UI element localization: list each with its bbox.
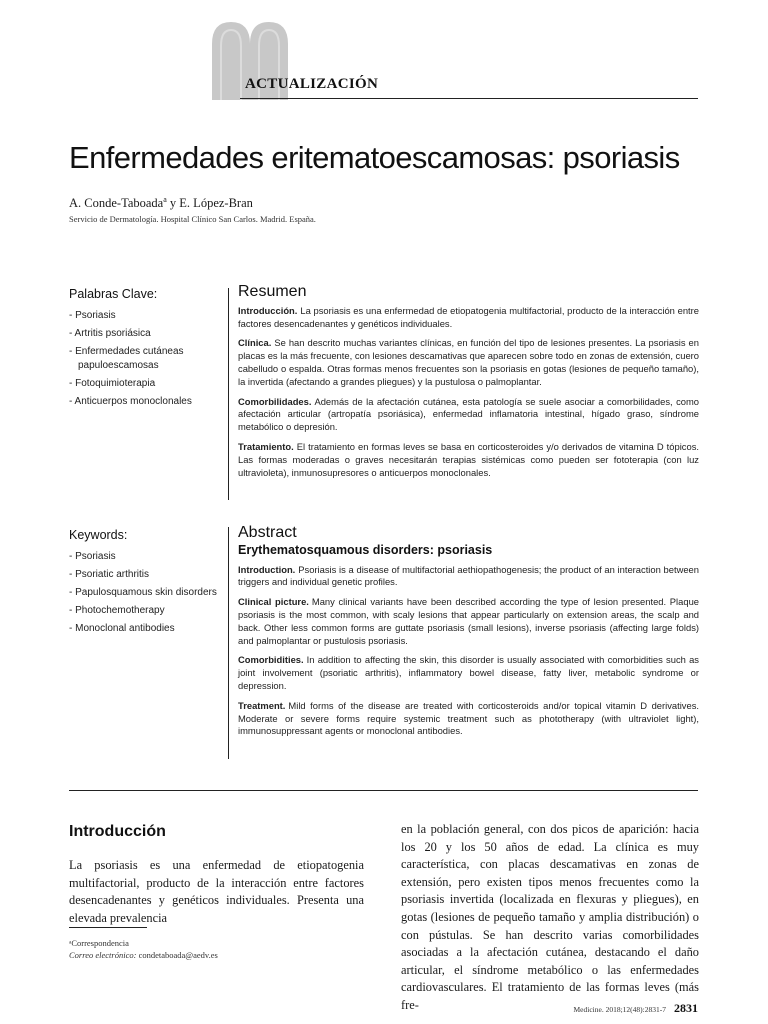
- paragraph-label: Comorbilidades.: [238, 395, 312, 407]
- paragraph-label: Clinical picture.: [238, 596, 309, 608]
- footnote: [69, 937, 218, 961]
- paragraph-text: In addition to affecting the skin, this disorder is usually associated with comorbidities such as joint involvement (psoriatic arthritis), inflammatory bowel disease, fatty liver, metabolic syndrome or depression.: [238, 654, 699, 691]
- email-address[interactable]: condetaboada@aedv.es: [138, 950, 218, 960]
- keyword-item: - Psoriatic arthritis: [69, 569, 150, 580]
- paragraph-label: Introduction.: [238, 563, 296, 575]
- footnote-rule: [69, 927, 147, 928]
- paragraph-text: Mild forms of the disease are treated with corticosteroids and/or topical vitamin D derivatives. Moderate or severe forms require systemic treatment such as phototherapy (with ultraviolet light), immunosuppressant agents or monoclonal antibodies.: [238, 699, 699, 737]
- resumen-paragraph: [238, 396, 699, 434]
- keyword-item: - Psoriasis: [69, 310, 116, 321]
- paragraph-text: Psoriasis is a disease of multifactorial aethiopathogenesis; the product of an interaction between triggers and individual genetic profiles.: [238, 563, 699, 588]
- paragraph-text: El tratamiento en formas leves se basa en corticosteroides y/o derivados de vitamina D tópicos. Las formas moderadas o graves necesitarán terapias sistémicas como pueden ser fototerapia (con luz ultravioleta), inmunosupresores o anticuerpos monoclonales.: [238, 440, 699, 478]
- intro-text: La psoriasis es una enfermedad de etiopatogenia multifactorial, producto de la interacción entre factores desencadenantes y genéticos individuales. Presenta una elevada prevalencia: [69, 858, 364, 925]
- abstract-paragraph: [238, 564, 699, 590]
- paragraph-label: Introducción.: [238, 304, 298, 316]
- column-divider: [228, 288, 229, 500]
- keyword-item: - Monoclonal antibodies: [69, 623, 175, 634]
- author-name: E. López-Bran: [179, 196, 253, 211]
- author-footnote-mark: a: [163, 195, 167, 204]
- keyword-item: - Papulosquamous skin disorders: [69, 587, 217, 598]
- paragraph-label: Comorbidities.: [238, 654, 304, 666]
- header-rule: [240, 98, 698, 99]
- abstract-paragraph: [238, 700, 699, 738]
- correspondence-label: ᵃCorrespondencia: [69, 938, 129, 948]
- author-separator: y: [166, 196, 180, 211]
- keyword-list: [69, 550, 219, 636]
- journal-citation: Medicine. 2018;12(48):2831-7: [573, 1005, 666, 1014]
- keyword-list: [69, 309, 219, 409]
- page-number: 2831: [674, 1001, 698, 1015]
- article-title: Enfermedades eritematoescamosas: psoriasis: [69, 140, 680, 175]
- abstract-paragraph: [238, 654, 699, 692]
- resumen-heading: Resumen: [238, 283, 307, 300]
- body-right-column: [401, 821, 699, 1015]
- affiliation: Servicio de Dermatología. Hospital Clínico San Carlos. Madrid. España.: [69, 214, 316, 224]
- keyword-item: - Anticuerpos monoclonales: [69, 396, 192, 407]
- paragraph-label: Treatment.: [238, 699, 286, 711]
- abstract-section: [238, 524, 699, 745]
- keyword-item: - Photochemotherapy: [69, 605, 165, 616]
- author-line: [69, 195, 253, 211]
- keyword-item: - Artritis psoriásica: [69, 328, 151, 339]
- intro-heading: Introducción: [69, 823, 166, 840]
- keywords-en: [69, 528, 219, 640]
- column-divider: [228, 527, 229, 759]
- page-footer: [574, 999, 698, 1017]
- keywords-heading: Palabras Clave:: [69, 287, 158, 301]
- paragraph-text: Many clinical variants have been described according the type of lesion presented. Plaque psoriasis is the most common, with scaly lesions that appear particularly on extension areas, the scalp and back. Other less common forms are guttate psoriasis (small lesions), inverse psoriasis (affecting large folds) and palmoplantar or pustulosis psoriasis.: [238, 596, 699, 646]
- section-label: ACTUALIZACIÓN: [245, 76, 379, 92]
- resumen-paragraph: [238, 305, 699, 331]
- author-name: A. Conde-Taboada: [69, 196, 164, 211]
- keyword-item: - Fotoquimioterapia: [69, 378, 156, 389]
- paragraph-label: Clínica.: [238, 337, 272, 349]
- abstract-subtitle: Erythematosquamous disorders: psoriasis: [238, 542, 493, 557]
- paragraph-text: Además de la afectación cutánea, esta patología se suele asociar a comorbilidades, como afectación articular (artropatía psoriásica), enfermedad inflamatoria intestinal, hígado graso, síndrome metabólico o depresión.: [238, 395, 699, 433]
- email-label: Correo electrónico:: [69, 950, 137, 960]
- paragraph-label: Tratamiento.: [238, 440, 294, 452]
- abstract-heading: Abstract: [238, 524, 297, 541]
- body-left-column: [69, 823, 364, 927]
- abstract-paragraph: [238, 596, 699, 647]
- keywords-heading: Keywords:: [69, 528, 128, 542]
- paragraph-text: Se han descrito muchas variantes clínicas, en función del tipo de lesiones presentes. La psoriasis en placas es la más frecuente, con lesiones descamativas que aparecen sobre todo en zonas de extensión, cuero cabelludo o espalda. Otras formas menos frecuentes son la psoriasis en gotas (lesiones de pequeño tamaño), la invertida (afectando a grandes pliegues) y la pustulosa o palmoplantar.: [238, 337, 699, 387]
- paragraph-text: La psoriasis es una enfermedad de etiopatogenia multifactorial, producto de la interacción entre factores desencadenantes y genéticos individuales.: [238, 304, 699, 329]
- resumen-section: [238, 283, 699, 486]
- keyword-item: - Psoriasis: [69, 551, 116, 562]
- keywords-es: [69, 287, 219, 413]
- email-line: [69, 949, 218, 961]
- section-rule: [69, 790, 698, 791]
- resumen-paragraph: [238, 337, 699, 388]
- keyword-item: - Enfermedades cutáneas papuloescamosas: [69, 346, 184, 371]
- body-text-continued: en la población general, con dos picos de aparición: hacia los 20 y los 50 años de edad. La clínica es muy característica, con placas descamativas en zonas de extensión, pero existen tipos menos frecuentes como la psoriasis invertida (localizada en flexuras y pliegues), en gotas (lesiones de pequeño tamaño y amplia distribución) o con pústulas. Se han descrito varias comorbilidades asociadas a la afectación cutánea, destacando el daño articular, el síndrome metabólico o las enfermedades cardiovasculares. El tratamiento de las formas leves (más fre-: [401, 822, 699, 1012]
- resumen-paragraph: [238, 441, 699, 479]
